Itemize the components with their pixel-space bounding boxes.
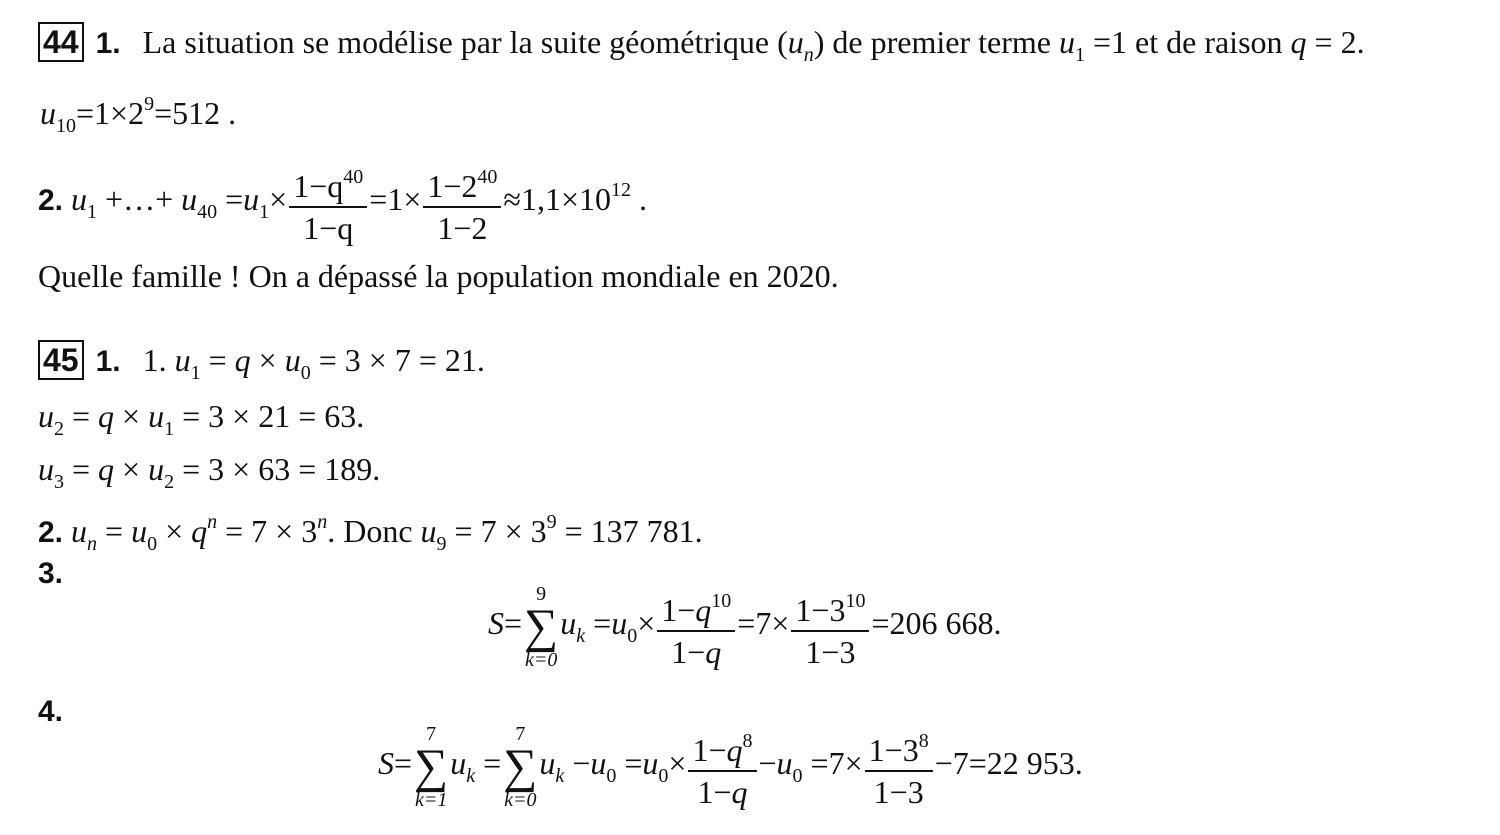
ex44-q1-line: 44 1. La situation se modélise par la suite géométrique $(u_n)$ de premier terme $u_1 =1$ et de raison q = 2. — [38, 22, 1365, 75]
ex44-q2-line: 2. $u_1$ +…+ $u_{40} =u_1\times$ $\frac{1-q^{40}}{1-q}$ =1× $\frac{1-2^{40}}{1-2}$ $\approx 1,1\times 10^{12}$ . — [38, 145, 647, 257]
ex44-comment: Quelle famille ! On a dépassé la population mondiale en 2020. — [38, 258, 839, 294]
ex45-q1-label: 1. — [95, 345, 121, 378]
ex45-q3-sum: 9 ∑ k=0 — [524, 582, 559, 671]
ex44-q2-label: 2. — [38, 184, 64, 217]
ex45-q3-fraction-1: $\frac{1-q^{10}}{1-q}$ — [657, 581, 735, 672]
ex44-line2-result: =512 . — [154, 95, 237, 131]
ex45-q1-line: 45 1. 1. $u_1 = q \times u_0 = 3 \times 7 = 21$. — [38, 340, 485, 393]
ex45-q4-formula: S= 7 ∑ k=1 $u_k$ = 7 ∑ k=0 $u_k -u_0 =u_0\times$ $\frac{1-q^8}{1-q}$ $-u_0 =7\times$ $\frac{1-3^8}{1-3}$ −7=22 953. — [378, 722, 1083, 811]
ex45-q4-label: 4. — [38, 695, 64, 728]
ex45-q1-line2: $u_2 = q \times u_1 = 3 \times 21 = 63$. — [38, 398, 365, 440]
ex45-q3-fraction-2: $\frac{1-3^{10}}{1-3}$ — [791, 581, 869, 672]
ex45-q2-label: 2. — [38, 516, 64, 549]
ex44-q1-text-b: de premier terme — [832, 24, 1051, 60]
ex45-q2-line: 2. $u_n = u_0 \times q^n = 7 \times 3^n$. Donc $u_9 = 7 \times 3^9 = 137$ 781. — [38, 511, 703, 555]
ex44-q1-text-c: et de raison — [1135, 24, 1283, 60]
ex45-q4-sum-1: 7 ∑ k=1 — [414, 722, 449, 811]
ex45-q4-fraction-2: $\frac{1-3^8}{1-3}$ — [865, 721, 933, 812]
ex44-number-box: 44 — [38, 22, 84, 62]
ex44-q1-text-a: La situation se modélise par la suite géométrique — [142, 24, 770, 60]
ex44-line2-value: =1×2 — [76, 95, 145, 131]
ex44-q1-label: 1. — [95, 27, 121, 60]
ex45-q1-line3: $u_3 = q \times u_2 = 3 \times 63 = 189$. — [38, 451, 381, 493]
ex45-q4-sum-2: 7 ∑ k=0 — [503, 722, 538, 811]
ex44-q1-result-line: $u_{10}=1\times 2^9=512$ . — [40, 93, 237, 137]
ex44-fraction-1: $\frac{1-q^{40}}{1-q}$ — [289, 157, 367, 248]
ex45-number-box: 45 — [38, 340, 84, 380]
ex45-q4-fraction-1: $\frac{1-q^8}{1-q}$ — [688, 721, 756, 812]
ex45-q3-label: 3. — [38, 557, 64, 590]
ex44-fraction-2: $\frac{1-2^{40}}{1-2}$ — [423, 157, 501, 248]
ex45-q3-formula: S= 9 ∑ k=0 $u_k =u_0\times$ $\frac{1-q^{10}}{1-q}$ =7× $\frac{1-3^{10}}{1-3}$ =206 668. — [488, 582, 1002, 671]
